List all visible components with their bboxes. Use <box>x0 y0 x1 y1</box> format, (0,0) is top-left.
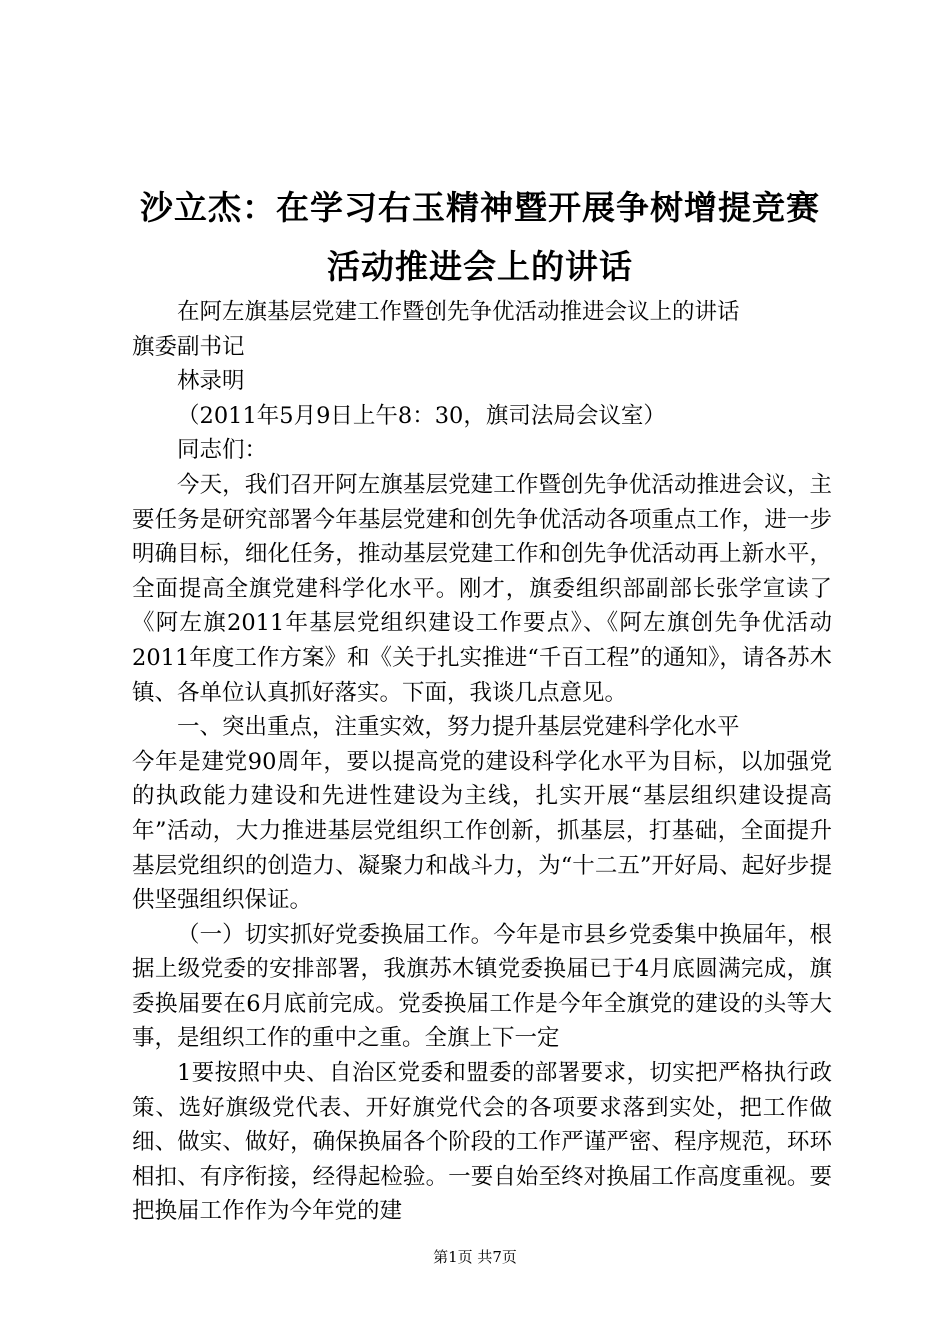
meeting-heading-paragraph: 在阿左旗基层党建工作暨创先争优活动推进会议上的讲话 <box>177 299 740 325</box>
body-paragraph: 今年是建党90周年，要以提高党的建设科学化水平为目标，以加强党的执政能力建设和先进性建设为主线，扎实开展“基层组织建设提高年”活动，大力推进基层党组织工作创新，抓基层，打基础，全面提升基层党组织的创造力、凝聚力和战斗力，为“十二五”开好局、起好步提供坚强组织保证。 <box>132 748 832 914</box>
speaker-name: 林录明 <box>177 368 245 395</box>
body-paragraph: （一）切实抓好党委换届工作。今年是市县乡党委集中换届年，根据上级党委的安排部署，我旗苏木镇党委换届已于4月底圆满完成，旗委换届要在6月底前完成。党委换届工作是今年全旗党的建设的头等大事，是组织工作的重中之重。全旗上下一定 <box>132 921 832 1052</box>
document-title-line-2: 活动推进会上的讲话 <box>327 247 633 286</box>
speaker-position: 旗委副书记 <box>132 333 245 360</box>
document-title-line-1: 沙立杰：在学习右玉精神暨开展争树增提竞赛 <box>140 188 820 227</box>
body-paragraph: 今天，我们召开阿左旗基层党建工作暨创先争优活动推进会议，主要任务是研究部署今年基层党建和创先争优活动各项重点工作，进一步明确目标，细化任务，推动基层党建工作和创先争优活动再上新水平，全面提高全旗党建科学化水平。刚才，旗委组织部副部长张学宣读了《阿左旗2011年基层党组织建设工作要点》、《阿左旗创先争优活动2011年度工作方案》和《关于扎实推进“千百工程”的通知》，请各苏木镇、各单位认真抓好落实。下面，我谈几点意见。 <box>132 471 832 706</box>
salutation: 同志们： <box>177 437 268 464</box>
page-number-footer: 第1页 共7页 <box>433 1248 517 1266</box>
document-body <box>132 295 832 1229</box>
section-heading: 一、突出重点，注重实效，努力提升基层党建科学化水平 <box>177 714 740 741</box>
body-paragraph: 1要按照中央、自治区党委和盟委的部署要求，切实把严格执行政策、选好旗级党代表、开好旗党代会的各项要求落到实处，把工作做细、做实、做好，确保换届各个阶段的工作严谨严密、程序规范，环环相扣、有序衔接，经得起检验。一要自始至终对换届工作高度重视。要把换届工作作为今年党的建 <box>132 1060 832 1225</box>
meeting-time-place: （2011年5月9日上午8：30，旗司法局会议室） <box>177 402 666 429</box>
